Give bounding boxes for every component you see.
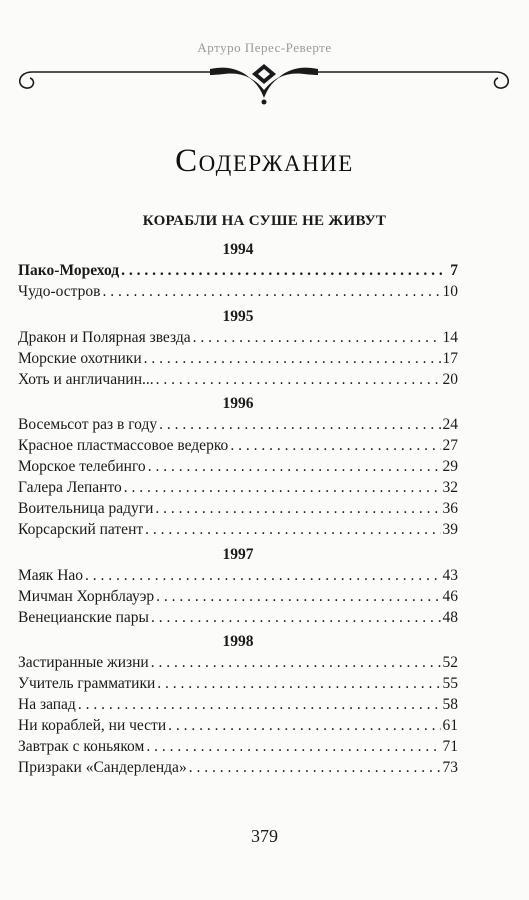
entry-page: 48 [442, 608, 458, 626]
dot-leader [151, 608, 441, 629]
toc-title: Содержание [175, 143, 354, 179]
dot-leader [78, 695, 441, 716]
dot-leader [146, 737, 440, 758]
entry-page: 61 [442, 717, 458, 735]
entry-title: Учитель грамматики [18, 675, 156, 693]
entry-title: Венецианские пары [18, 608, 149, 626]
entry-page: 58 [442, 696, 458, 714]
year-heading: 1995 [222, 307, 254, 325]
entry-title: Ни кораблей, ни чести [18, 717, 167, 735]
dot-leader [102, 282, 440, 303]
entry-title: Призраки «Сандерленда» [18, 758, 187, 776]
dot-leader [189, 758, 441, 779]
toc-entry[interactable] [18, 653, 458, 674]
entry-title: Красное пластмассовое ведерко [18, 437, 229, 455]
toc-entry[interactable] [18, 520, 458, 541]
entry-page: 52 [442, 654, 458, 672]
entry-page: 17 [442, 349, 458, 367]
toc-entry[interactable] [18, 737, 458, 758]
entry-page: 24 [442, 416, 458, 434]
entry-page: 27 [442, 437, 458, 455]
entry-page: 46 [442, 587, 458, 605]
toc-entry[interactable] [18, 282, 458, 303]
entry-page: 55 [442, 675, 458, 693]
toc-entry[interactable] [18, 587, 458, 608]
toc-entry[interactable] [18, 674, 458, 695]
toc-entry[interactable] [18, 695, 458, 716]
dot-leader [193, 328, 441, 349]
entry-page: 7 [450, 262, 458, 279]
toc-entry[interactable] [18, 415, 458, 436]
toc-entry[interactable] [18, 436, 458, 457]
entry-page: 36 [442, 500, 458, 518]
entry-title: Мичман Хорнблауэр [18, 587, 155, 605]
dot-leader [155, 499, 440, 520]
entry-page: 10 [442, 282, 458, 300]
dot-leader [156, 587, 440, 608]
running-head: Артуро Перес-Реверте [197, 40, 332, 55]
table-of-contents [18, 239, 458, 779]
entry-title: Морское телебинго [18, 458, 146, 476]
year-heading: 1998 [222, 633, 254, 651]
toc-entry[interactable] [18, 478, 458, 499]
entry-title: Застиранные жизни [18, 654, 149, 672]
part-title: КОРАБЛИ НА СУШЕ НЕ ЖИВУТ [142, 213, 387, 229]
dot-leader [121, 261, 442, 282]
entry-page: 43 [442, 566, 458, 584]
dot-leader [159, 415, 440, 436]
entry-title: Чудо-остров [18, 282, 101, 300]
entry-page: 14 [442, 328, 458, 346]
entry-page: 29 [442, 458, 458, 476]
entry-title: Восемьсот раз в году [18, 416, 158, 434]
entry-title: Морские охотники [18, 349, 142, 367]
entry-title: Галера Лепанто [18, 479, 122, 497]
entry-title: Пако-Мореход [18, 262, 120, 279]
dot-leader [148, 457, 441, 478]
toc-entry[interactable] [18, 758, 458, 779]
entry-title: Маяк Нао [18, 566, 84, 584]
page-number: 379 [251, 826, 278, 846]
entry-page: 32 [442, 479, 458, 497]
dot-leader [156, 370, 441, 391]
dot-leader [85, 566, 440, 587]
year-heading: 1996 [222, 395, 254, 413]
dot-leader [151, 653, 441, 674]
year-heading: 1994 [222, 241, 254, 258]
entry-page: 39 [442, 520, 458, 538]
entry-page: 71 [442, 738, 458, 756]
dot-leader [168, 716, 440, 737]
entry-title: Дракон и Полярная звезда [18, 328, 191, 346]
dot-leader [230, 436, 440, 457]
toc-entry[interactable] [18, 328, 458, 349]
entry-title: Воительница радуги [18, 500, 154, 518]
toc-entry[interactable] [18, 349, 458, 370]
dot-leader [124, 478, 441, 499]
entry-title: Корсарский патент [18, 520, 144, 538]
entry-title: Завтрак с коньяком [18, 738, 145, 756]
toc-entry[interactable] [18, 261, 458, 282]
entry-page: 20 [442, 370, 458, 388]
toc-entry[interactable] [18, 566, 458, 587]
ornament-divider-icon [14, 58, 514, 108]
toc-entry[interactable] [18, 370, 458, 391]
toc-entry[interactable] [18, 716, 458, 737]
toc-entry[interactable] [18, 457, 458, 478]
dot-leader [157, 674, 440, 695]
dot-leader [145, 520, 440, 541]
year-heading: 1997 [222, 545, 254, 563]
toc-entry[interactable] [18, 499, 458, 520]
entry-page: 73 [442, 758, 458, 776]
entry-title: Хоть и англичанин... [18, 370, 154, 388]
entry-title: На запад [18, 696, 76, 714]
dot-leader [144, 349, 441, 370]
toc-entry[interactable] [18, 608, 458, 629]
